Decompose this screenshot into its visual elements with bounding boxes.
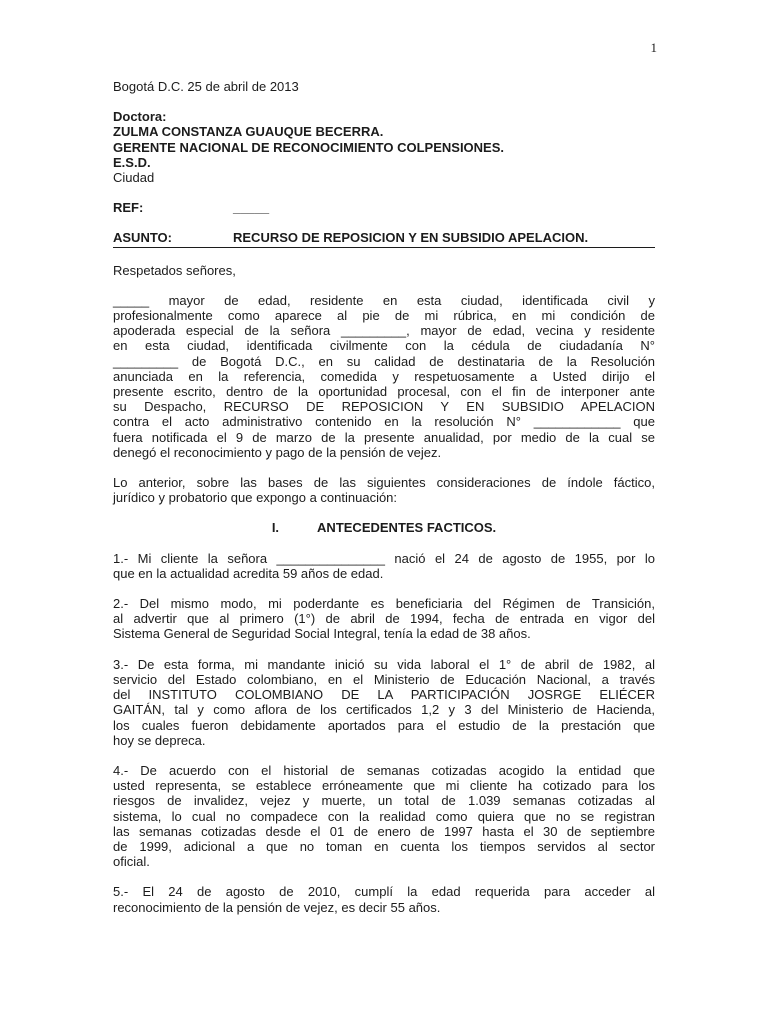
greeting: Respetados señores, [113,262,236,278]
paragraph-line: los cuales fueron debidamente aportados para el estudio de la prestación que [113,717,655,733]
paragraph-line: jurídico y probatorio que expongo a continuación: [113,490,398,506]
paragraph-line: fuera notificada el 9 de marzo de la presente anualidad, por medio de la cual se [113,429,655,445]
ref-row [113,200,655,215]
asunto-row [113,230,655,247]
recipient-city: Ciudad [113,170,155,186]
paragraph-line: _____ mayor de edad, residente en esta ciudad, identificada civil y [113,292,655,308]
paragraph-line: anunciada en la referencia, comedida y respetuosamente a Usted dirijo el [113,368,655,384]
paragraph-line: denegó el reconocimiento y pago de la pensión de vejez. [113,444,442,460]
ref-value: _____ [233,200,270,216]
recipient-esd: E.S.D. [113,154,151,170]
paragraph-line: Lo anterior, sobre las bases de las siguientes consideraciones de índole fáctico, [113,475,655,491]
paragraph-line: 2.- Del mismo modo, mi poderdante es beneficiaria del Régimen de Transición, [113,596,655,612]
paragraph-line: su Despacho, RECURSO DE REPOSICION Y EN SUBSIDIO APELACION [113,399,655,415]
paragraph-line: hoy se depreca. [113,732,206,748]
fact-paragraph [113,763,655,869]
paragraph-line: Sistema General de Seguridad Social Integral, tenía la edad de 38 años. [113,626,531,642]
paragraph-line: al advertir que al primero (1°) de abril de 1994, fecha de entrada en vigor del [113,611,655,627]
paragraph-line: GAITÁN, tal y como aflora de los certificados 1,2 y 3 del Ministerio de Hacienda, [113,702,655,718]
paragraph-line: en esta ciudad, identificada civilmente con la cédula de ciudadanía N° [113,338,655,354]
asunto-value: RECURSO DE REPOSICION Y EN SUBSIDIO APELACION. [233,230,589,246]
paragraph-line: 3.- De esta forma, mi mandante inició su vida laboral el 1° de abril de 1982, al [113,656,655,672]
page-number: 1 [650,40,657,55]
intro-paragraph [113,293,655,460]
fact-paragraph [113,551,655,581]
paragraph-line: reconocimiento de la pensión de vejez, es decir 55 años. [113,899,441,915]
paragraph-line: 4.- De acuerdo con el historial de semanas cotizadas acogido la entidad que [113,762,655,778]
paragraph-line: _________ de Bogotá D.C., en su calidad de destinataria de la Resolución [113,353,655,369]
paragraph-line: 1.- Mi cliente la señora _______________ nació el 24 de agosto de 1955, por lo [113,550,655,566]
paragraph-line: presente escrito, dentro de la oportunidad procesal, con el fin de interponer ante [113,384,655,400]
fact-paragraph [113,596,655,642]
paragraph-line: contra el acto administrativo contenido en la resolución N° ____________ que [113,414,655,430]
section-number: I. [271,520,280,536]
consideraciones-paragraph [113,475,655,505]
paragraph-line: sistema, lo cual no compadece con la realidad como quiera que no se registran [113,808,655,824]
recipient-salutation: Doctora: [113,109,167,125]
recipient-block [113,109,655,185]
paragraph-line: apoderada especial de la señora _________, mayor de edad, vecina y residente [113,323,655,339]
paragraph-line: que en la actualidad acredita 59 años de edad. [113,565,384,581]
section-heading [113,520,655,535]
asunto-label: ASUNTO: [113,230,172,246]
recipient-name: ZULMA CONSTANZA GUAUQUE BECERRA. [113,124,384,140]
paragraph-line: profesionalmente como aparece al pie de mi rúbrica, en mi condición de [113,308,655,324]
fact-paragraph [113,657,655,748]
fact-paragraph [113,884,655,914]
paragraph-line: las semanas cotizadas desde el 01 de enero de 1997 hasta el 30 de septiembre [113,823,655,839]
section-title: ANTECEDENTES FACTICOS. [317,520,497,536]
paragraph-line: del INSTITUTO COLOMBIANO DE LA PARTICIPACIÓN JOSRGE ELIÉCER [113,687,655,703]
recipient-position: GERENTE NACIONAL DE RECONOCIMIENTO COLPENSIONES. [113,139,505,155]
paragraph-line: riesgos de invalidez, vejez y muerte, un total de 1.039 semanas cotizadas al [113,793,655,809]
date-line: Bogotá D.C. 25 de abril de 2013 [113,79,299,94]
paragraph-line: 5.- El 24 de agosto de 2010, cumplí la edad requerida para acceder al [113,884,655,900]
ref-label: REF: [113,200,144,216]
letter-body [113,79,655,915]
paragraph-line: de 1999, adicional a que no toman en cuenta los tiempos servidos al sector [113,838,655,854]
paragraph-line: usted representa, se establece erróneamente que mi cliente ha cotizado para los [113,778,655,794]
paragraph-line: oficial. [113,854,150,870]
paragraph-line: servicio del Estado colombiano, en el Ministerio de Educación Nacional, a través [113,671,655,687]
